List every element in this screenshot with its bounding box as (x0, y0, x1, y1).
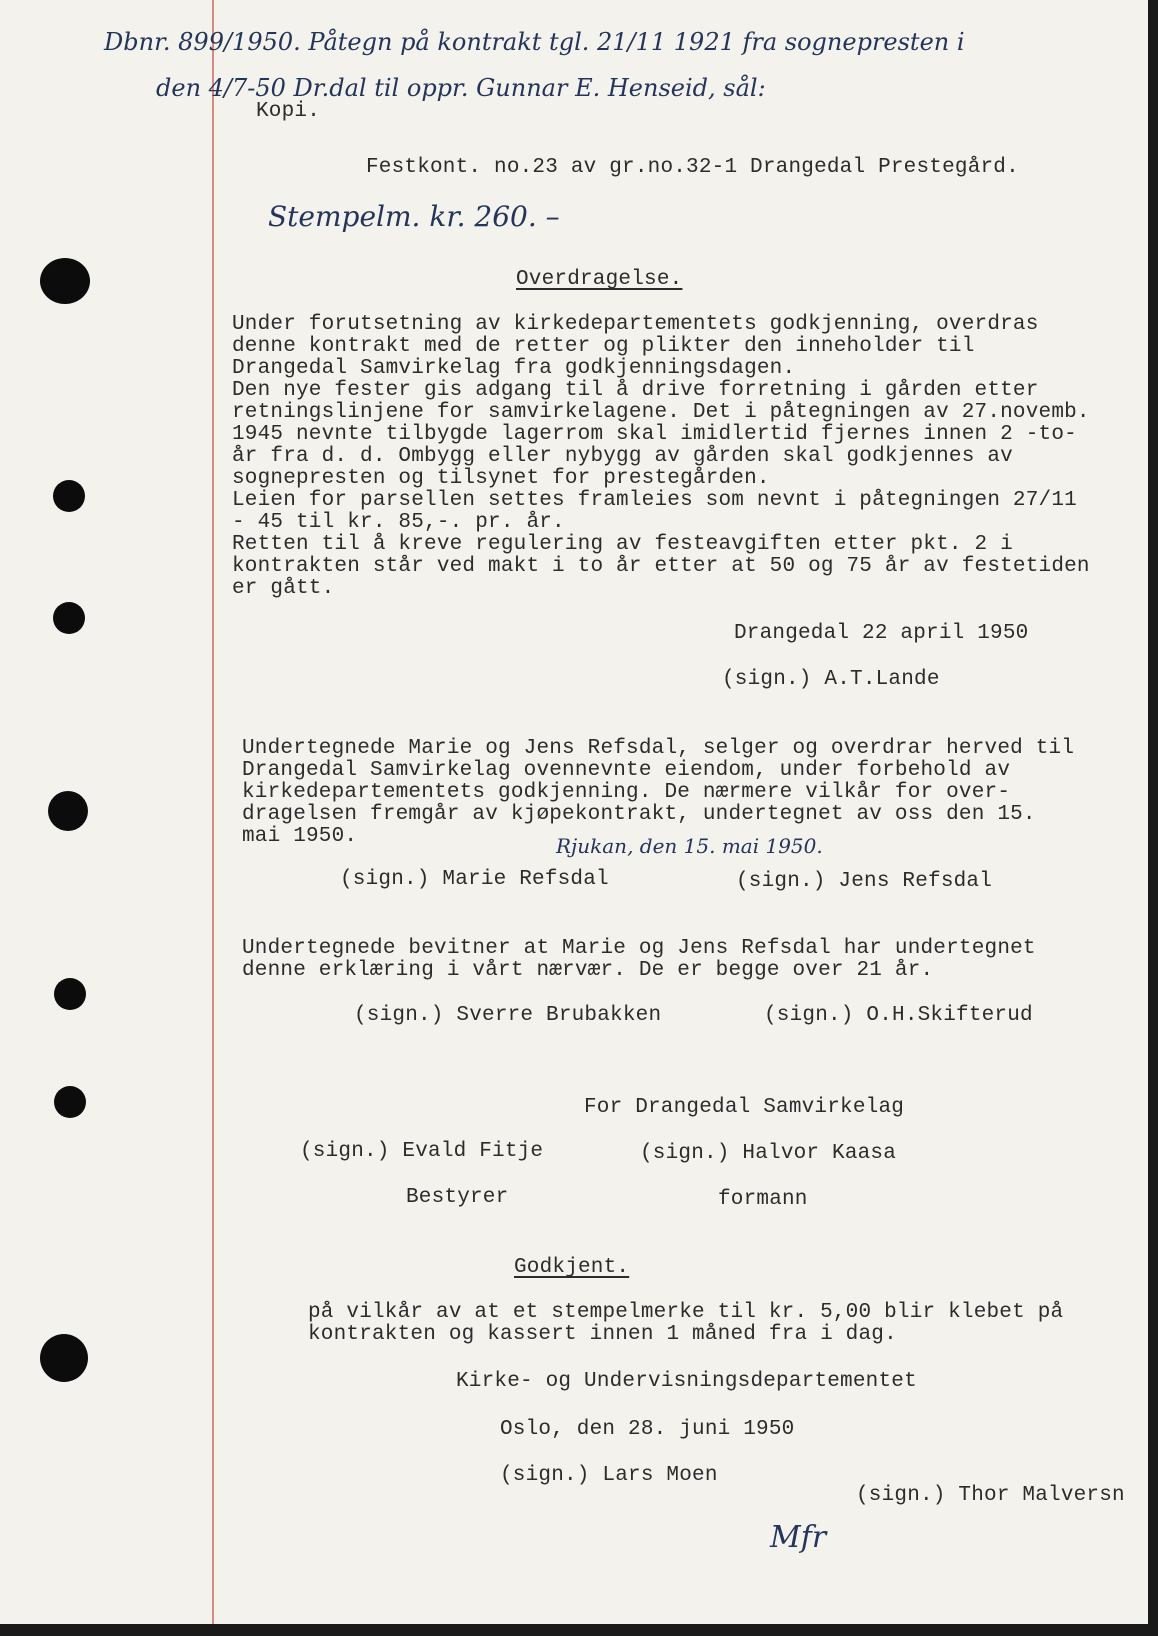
binder-hole (48, 791, 88, 831)
text-line: er gått. (232, 577, 335, 600)
ministry-name: Kirke- og Undervisningsdepartementet (456, 1370, 917, 1393)
binder-hole (54, 978, 86, 1010)
signature-lande: (sign.) A.T.Lande (722, 668, 940, 691)
signature-jens-refsdal: (sign.) Jens Refsdal (736, 870, 993, 893)
binder-hole (40, 1334, 88, 1382)
stamp-fee-note: Stempelm. kr. 260. – (268, 200, 560, 233)
text-line: sognepresten og tilsynet for prestegården. (232, 467, 770, 490)
date-line-oslo: Oslo, den 28. juni 1950 (500, 1418, 795, 1441)
approval-paragraph (308, 1302, 1063, 1346)
text-line: retningslinjene for samvirkelagene. Det i påtegningen av 27.novemb. (232, 401, 1090, 424)
seller-paragraph (242, 738, 1074, 848)
red-margin-line (212, 0, 214, 1624)
handwritten-header-line2: den 4/7-50 Dr.dal til oppr. Gunnar E. Henseid, sål: (156, 74, 766, 102)
signature-evald-fitje: (sign.) Evald Fitje (300, 1140, 544, 1163)
text-line: mai 1950. (242, 825, 358, 848)
role-formann: formann (718, 1188, 808, 1211)
text-line: Drangedal Samvirkelag ovennevnte eiendom, under forbehold av (242, 759, 1011, 782)
text-line: dragelsen fremgår av kjøpekontrakt, undertegnet av oss den 15. (242, 803, 1036, 826)
text-line: Retten til å kreve regulering av festeavgiften etter pkt. 2 i (232, 533, 1013, 556)
handwritten-initials: Mfr (770, 1520, 827, 1555)
binder-hole (53, 480, 85, 512)
transfer-paragraph (232, 314, 1090, 600)
document-heading: Festkont. no.23 av gr.no.32-1 Drangedal Prestegård. (366, 156, 1019, 179)
signature-sverre-brubakken: (sign.) Sverre Brubakken (354, 1004, 662, 1027)
text-line: kirkedepartementets godkjenning. De nærmere vilkår for over- (242, 781, 1011, 804)
witness-paragraph (242, 938, 1036, 982)
text-line: Under forutsetning av kirkedepartementets godkjenning, overdras (232, 313, 1039, 336)
text-line: Undertegnede bevitner at Marie og Jens Refsdal har undertegnet (242, 937, 1036, 960)
text-line: Leien for parsellen settes framleies som nevnt i påtegningen 27/11 (232, 489, 1077, 512)
binder-hole (54, 1086, 86, 1118)
signature-skifterud: (sign.) O.H.Skifterud (764, 1004, 1033, 1027)
date-line-drangedal: Drangedal 22 april 1950 (734, 622, 1029, 645)
for-samvirkelag: For Drangedal Samvirkelag (584, 1096, 905, 1119)
signature-lars-moen: (sign.) Lars Moen (500, 1464, 718, 1487)
signature-halvor-kaasa: (sign.) Halvor Kaasa (640, 1142, 897, 1165)
signature-thor-malversn: (sign.) Thor Malversn (856, 1484, 1125, 1507)
text-line: kontrakten står ved makt i to år etter at 50 og 75 år av festetiden (232, 555, 1090, 578)
text-line: år fra d. d. Ombygg eller nybygg av gården skal godkjennes av (232, 445, 1013, 468)
text-line: 1945 nevnte tilbygde lagerrom skal imidlertid fjernes innen 2 -to- (232, 423, 1077, 446)
binder-hole (40, 258, 90, 304)
handwritten-header-line1: Dbnr. 899/1950. Påtegn på kontrakt tgl. 21/11 1921 fra sognepresten i (104, 28, 965, 56)
text-line: - 45 til kr. 85,-. pr. år. (232, 511, 565, 534)
kopi-label: Kopi. (256, 100, 321, 123)
section-title-godkjent: Godkjent. (514, 1256, 630, 1279)
text-line: kontrakten og kassert innen 1 måned fra i dag. (308, 1323, 897, 1346)
signature-marie-refsdal: (sign.) Marie Refsdal (340, 868, 609, 891)
handwritten-place-date: Rjukan, den 15. mai 1950. (556, 834, 823, 858)
text-line: Undertegnede Marie og Jens Refsdal, selger og overdrar herved til (242, 737, 1075, 760)
text-line: Drangedal Samvirkelag fra godkjenningsdagen. (232, 357, 796, 380)
text-line: på vilkår av at et stempelmerke til kr. 5,00 blir klebet på (308, 1301, 1064, 1324)
binder-hole (53, 602, 85, 634)
text-line: denne kontrakt med de retter og plikter den inneholder til (232, 335, 975, 358)
section-title-overdragelse: Overdragelse. (516, 268, 683, 291)
role-bestyrer: Bestyrer (406, 1186, 509, 1209)
text-line: Den nye fester gis adgang til å drive forretning i gården etter (232, 379, 1039, 402)
text-line: denne erklæring i vårt nærvær. De er begge over 21 år. (242, 959, 934, 982)
